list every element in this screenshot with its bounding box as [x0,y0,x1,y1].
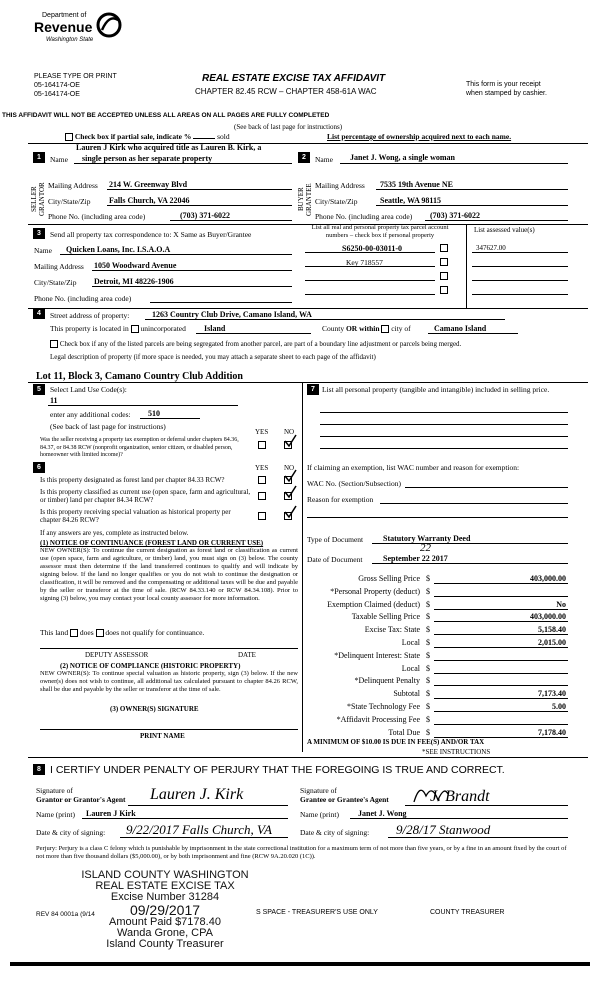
unincorporated-label: unincorporated [140,324,186,333]
logo-line1: Department of [42,12,87,19]
seller-side-text: SELLER GRANTOR [30,182,46,217]
s5-yes-header: YES [255,428,269,436]
seller-phone: (703) 371-6022 [180,211,230,220]
located-row [50,324,186,333]
grantor-sig-label-1: Signature of [36,786,73,795]
reason-label: Reason for exemption [307,495,374,504]
grantee-sig-label-2: Grantee or Grantee's Agent [300,795,389,804]
tax-row-label: *Affidavit Processing Fee [336,715,420,724]
tax-row-underline [434,724,568,725]
stamp-line-7: Island County Treasurer [106,938,224,950]
s3-name: Quicken Loans, Inc. I.S.A.O.A [66,245,171,254]
tax-row-label: Subtotal [393,689,420,698]
tax-row-dollar: $ [426,728,430,737]
see-back-top: (See back of last page for instructions) [234,123,343,131]
buyer-side-label [297,172,311,227]
grantee-initials-icon [410,780,450,808]
partial-sale-row [65,132,230,141]
parcel-2-personal-checkbox[interactable] [440,258,448,266]
city-of-checkbox[interactable] [381,325,389,333]
s3-phone-label: Phone No. (including area code) [34,294,132,303]
receipt-note [466,80,547,98]
tax-row-underline [434,621,568,622]
send-correspondence-label: Send all property tax correspondence to: X Same as Buyer/Grantee [50,230,252,239]
street-label: Street address of property: [50,311,130,320]
segregated-row [50,339,461,348]
parcel-header: List all real and personal property tax parcel account numbers – check box if personal property [311,224,449,239]
tax-row-dollar: $ [426,664,430,673]
s5-q1-check-icon [283,434,297,448]
notice1-body: NEW OWNER(S): To continue the current designation as forest land or classification as current use (open space, farm and agriculture, or timber) land, you must sign on (3) below. The county assessor must then determine if the land transferred continues to qualify and will indicate by signing below. If the land no longer qualifies or you do not wish to continue the designation or classification, it will be removed and the compensating or additional taxes will be due and payable by the seller or transferor at the time of sale. (RCW 84.33.140 or RCW 84.34.108). Prior to signing (3) below, you may contact your local county assessor for more information. [40,547,298,602]
buyer-phone-label: Phone No. (including area code) [315,212,413,221]
notice1-title: (1) NOTICE OF CONTINUANCE (FOREST LAND OR CURRENT USE) [40,539,264,547]
tax-row-dollar: $ [426,689,430,698]
segregated-checkbox[interactable] [50,340,58,348]
tax-row-dollar: $ [426,676,430,685]
grantee-sig-label-1: Signature of [300,786,337,795]
tax-row-value: 403,000.00 [530,574,566,583]
segregated-label: Check box if any of the listed parcels are being segregated from another parcel, are part of a boundary line adjustment or parcels being merged. [59,340,462,348]
seller-name-label: Name [50,155,68,164]
parcel-2: Key 718557 [346,258,383,267]
tax-row-label: Total Due [388,728,420,737]
treasurer-stamp [80,870,250,950]
s5-q1-yes-checkbox[interactable] [258,441,266,449]
grantee-name: Janet J. Wong [358,809,407,818]
header-left [34,72,117,99]
tax-row-dollar: $ [426,715,430,724]
grantee-sig-label [300,786,389,804]
seller-city-label: City/State/Zip [48,197,91,206]
grantor-date: 9/22/2017 Falls Church, VA [126,822,272,837]
tax-row-dollar: $ [426,702,430,711]
revenue-logo [34,12,124,52]
land-use-code: 11 [50,396,58,405]
tax-row-underline [434,698,568,699]
s6-q2-yes-checkbox[interactable] [258,492,266,500]
parcel-1-personal-checkbox[interactable] [440,244,448,252]
seller-name-line1: Lauren J Kirk who acquired title as Lauren B. Kirk, a [76,143,262,152]
grantor-sig-label-2: Grantor or Grantor's Agent [36,795,126,804]
tax-row-label: Excise Tax: State [364,625,420,634]
tax-row-dollar: $ [426,612,430,621]
tax-row-label: Gross Selling Price [358,574,420,583]
section-8-number: 8 [33,764,45,775]
form-title: REAL ESTATE EXCISE TAX AFFIDAVIT [202,73,386,84]
section-5-number: 5 [33,384,45,395]
buyer-name: Janet J. Wong, a single woman [350,153,455,162]
tax-row-underline [434,596,568,597]
parcel-4-personal-checkbox[interactable] [440,286,448,294]
tax-row-value: 5,158.40 [538,625,566,634]
additional-codes-label: enter any additional codes: [50,410,131,419]
doc-date: September 22 2017 [383,554,448,563]
tax-row-underline [434,583,568,584]
grantor-name-label: Name (print) [36,810,75,819]
tax-row-dollar: $ [426,638,430,647]
s3-mailing-label: Mailing Address [34,262,84,271]
grantee-signature: J. Brandt [430,788,490,805]
tax-row-label: Exemption Claimed (deduct) [327,600,420,609]
s6-question-2: Is this property classified as current use (open space, farm and agricultural, or timber) land per chapter 84.34 RCW? [40,488,251,504]
seller-mailing-label: Mailing Address [48,181,98,190]
see-instructions: *SEE INSTRUCTIONS [422,748,491,756]
section-6-number: 6 [33,462,45,473]
s5-no-header: NO [284,428,295,436]
tax-row-underline [434,711,568,712]
county-label: County [322,324,345,333]
buyer-phone: (703) 371-6022 [430,211,480,220]
legal-label: Legal description of property (if more space is needed, you may attach a separate sheet to each page of the affidavit) [50,353,376,361]
stamp-line-3: Excise Number 31284 [110,891,220,903]
grantee-date: 9/28/17 Stanwood [396,822,491,837]
section-1-number: 1 [33,152,45,163]
s6-yes-header: YES [255,464,269,472]
stamp-line-2: REAL ESTATE EXCISE TAX [95,880,235,892]
logo-line2: Revenue [34,19,93,35]
seller-mailing: 214 W. Greenway Blvd [109,180,188,189]
logo-line3: Washington State [46,37,94,43]
s6-q1-check-icon [283,469,297,483]
grantor-date-label: Date & city of signing: [36,828,106,837]
this-land-label: This land [40,628,69,637]
tax-row-label: Local [401,664,420,673]
tax-row-value: 403,000.00 [530,612,566,621]
s3-city-label: City/State/Zip [34,278,77,287]
seller-name-line2: single person as her separate property [82,154,213,163]
s6-question-3: Is this property receiving special valuation as historical property per chapter 84.26 RCW? [40,508,231,524]
certify-text: I CERTIFY UNDER PENALTY OF PERJURY THAT THE FOREGOING IS TRUE AND CORRECT. [50,764,505,776]
county-row [322,324,411,333]
buyer-city: Seattle, WA 98115 [380,196,441,205]
assessed-1: 347627.00 [476,244,506,252]
legal-description: Lot 11, Block 3, Camano Country Club Addition [36,371,243,382]
warning-text: THIS AFFIDAVIT WILL NOT BE ACCEPTED UNLESS ALL AREAS ON ALL PAGES ARE FULLY COMPLETED [2,112,330,119]
s6-q3-check-icon [283,505,297,519]
stamp-line-5: Amount Paid $7178.40 [109,916,221,928]
s3-city: Detroit, MI 48226-1906 [94,277,174,286]
s6-q2-check-icon [283,485,297,499]
seller-side-label [30,172,44,227]
tax-row-dollar: $ [426,600,430,609]
grantor-signature: Lauren J. Kirk [150,786,244,803]
form-code-2: 05-164174-OE [34,91,80,98]
street: 1263 Country Club Drive, Camano Island, WA [152,310,312,319]
tax-row-underline [434,647,568,648]
seller-phone-label: Phone No. (including area code) [48,212,146,221]
buyer-name-label: Name [315,155,333,164]
perjury-body: Perjury: Perjury is a class C felony which is punishable by imprisonment in the state correctional institution for a maximum term of not more than five years, or by a fine in an amount fixed by the court of not more than five thousand dollars ($5,000.00), or by both imprisonment and fine (RCW 9A.20.020 (1C)). [36,845,567,860]
section-3-number: 3 [33,228,45,239]
receipt-note-1: This form is your receipt [466,81,541,88]
s5-question-1: Was the seller receiving a property tax exemption or deferral under chapters 84.36, 84.37, or 84.38 RCW (nonprofit organization, senior citizen, or disabled person, homeowner with limited income)? [40,437,239,458]
this-land-row [40,628,204,637]
s6-question-1: Is this property designated as forest land per chapter 84.33 RCW? [40,476,225,484]
tax-row-underline [434,673,568,674]
tax-row-label: Taxable Selling Price [351,612,420,621]
grantee-date-label: Date & city of signing: [300,828,370,837]
grantor-sig-label [36,786,126,804]
land-use-label: Select Land Use Code(s): [50,385,127,394]
tax-row-label: *Personal Property (deduct) [330,587,420,596]
tax-row-dollar: $ [426,574,430,583]
s3-mailing: 1050 Woodward Avenue [94,261,177,270]
doc-date-label: Date of Document [307,555,363,564]
tax-row-value: No [556,600,566,609]
city-value: Camano Island [434,324,487,333]
print-name-label: PRINT NAME [140,732,185,740]
deputy-date: DATE [238,651,256,659]
form-code-1: 05-164174-OE [34,82,80,89]
rev-code: REV 84 0001a (9/14 [36,911,95,918]
grantee-name-label: Name (print) [300,810,339,819]
s5-see-back: (See back of last page for instructions) [50,422,166,431]
parcel-3-personal-checkbox[interactable] [440,272,448,280]
section-2-number: 2 [298,152,310,163]
receipt-note-2: when stamped by cashier. [466,90,547,97]
tax-row-underline [434,609,568,610]
stamp-line-6: Wanda Grone, CPA [117,927,213,939]
tax-row-dollar: $ [426,587,430,596]
buyer-mailing-label: Mailing Address [315,181,365,190]
tax-row-underline [434,634,568,635]
tax-row-value: 2,015.00 [538,638,566,647]
tax-row-value: 7,173.40 [538,689,566,698]
s6-no-header: NO [284,464,295,472]
tax-row-dollar: $ [426,625,430,634]
tax-row-value: 7,178.40 [538,728,566,737]
buyer-mailing: 7535 19th Avenue NE [380,180,453,189]
partial-sale-label: Check box if partial sale, indicate % [74,132,192,141]
section-7-number: 7 [307,384,319,395]
does-not-label: does not qualify for continuance. [105,628,205,637]
logo-swoosh-icon [96,12,122,38]
parcel-1: S6250-00-03011-0 [342,244,402,253]
tax-row-label: *Delinquent Interest: State [334,651,420,660]
perjury-text [36,845,576,861]
doc-type-label: Type of Document [307,535,364,544]
doc-day-hand: 22 [420,542,431,554]
tax-row-label: Local [401,638,420,647]
buyer-side-text: BUYER GRANTEE [297,183,313,216]
does-label: does [79,628,94,637]
tax-row-value: 5.00 [552,702,566,711]
deputy-assessor: DEPUTY ASSESSOR [85,651,149,659]
unincorporated-value: Island [204,324,226,333]
unincorporated-checkbox[interactable] [131,325,139,333]
buyer-city-label: City/State/Zip [315,197,358,206]
personal-property-label: List all personal property (tangible and intangible) included in selling price. [322,385,550,394]
notice2-title: (2) NOTICE OF COMPLIANCE (HISTORIC PROPERTY) [60,662,241,670]
sold-label: sold [217,132,230,141]
located-label: This property is located in [50,324,129,333]
or-within-label: OR within [345,324,380,333]
grantor-name: Lauren J Kirk [86,809,136,818]
notice2-body: NEW OWNER(S): To continue special valuation as historic property, sign (3) below. If the new owner(s) does not wish to continue, all additional tax calculated pursuant to chapter 84.26 RCW, shall be due and payable by the seller or transferor at the time of sale. [40,670,298,693]
s6-q1-yes-checkbox[interactable] [258,476,266,484]
owner-signature-label: (3) OWNER(S) SIGNATURE [110,705,199,713]
please-type: PLEASE TYPE OR PRINT [34,73,117,80]
stamp-line-4: 09/29/2017 [129,902,201,918]
stamp-line-1: ISLAND COUNTY WASHINGTON [81,869,249,881]
assessed-header: List assessed value(s) [474,226,535,234]
does-checkbox[interactable] [70,629,78,637]
s3-name-label: Name [34,246,52,255]
wac-label: WAC No. (Section/Subsection) [307,479,401,488]
doc-type: Statutory Warranty Deed [383,534,471,543]
tax-row-dollar: $ [426,651,430,660]
partial-sale-checkbox[interactable] [65,133,73,141]
county-treasurer-label: COUNTY TREASURER [430,909,505,916]
minimum-note: A MINIMUM OF $10.00 IS DUE IN FEE(S) AND/OR TAX [307,738,485,746]
tax-row-label: *Delinquent Penalty [354,676,420,685]
tax-row-label: *State Technology Fee [346,702,420,711]
does-not-checkbox[interactable] [96,629,104,637]
exemption-label: If claiming an exemption, list WAC number and reason for exemption: [307,463,520,472]
section-4-number: 4 [33,308,45,319]
additional-codes: 510 [148,409,160,418]
city-of-label: city of [391,324,411,333]
list-percentage: List percentage of ownership acquired next to each name. [327,132,512,141]
s6-if-yes: If any answers are yes, complete as instructed below. [40,529,189,537]
tax-row-underline [434,685,568,686]
form-chapter: CHAPTER 82.45 RCW – CHAPTER 458-61A WAC [195,87,377,96]
treasurer-space-label: S SPACE - TREASURER'S USE ONLY [256,909,378,916]
tax-row-underline [434,660,568,661]
seller-city: Falls Church, VA 22046 [109,196,190,205]
s6-q3-yes-checkbox[interactable] [258,512,266,520]
